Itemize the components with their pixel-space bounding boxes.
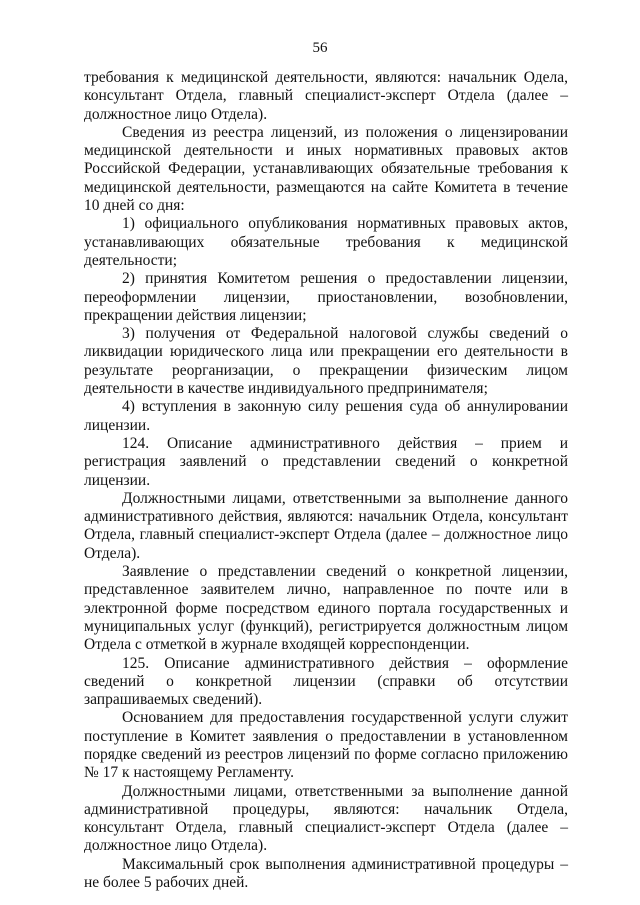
paragraph-responsible-124: Должностными лицами, ответственными за выполнение данного административного действия, являются: начальник Отдела, консультант Отдела, главный специалист-эксперт Отдела (далее – должностное лицо Отдела).	[84, 489, 568, 562]
page-number: 56	[312, 40, 328, 56]
paragraph-responsible-125: Должностными лицами, ответственными за выполнение данной административной процедуры, являются: начальник Отдела, консультант Отдела, главный специалист-эксперт Отдела (далее – должностное лицо Отдела).	[84, 782, 568, 855]
paragraph-application: Заявление о представлении сведений о конкретной лицензии, представленное заявителем лично, направленное по почте или в электронной форме посредством единого портала государственных и муниципальных услуг (функций), регистрируется должностным лицом Отдела с отметкой в журнале входящей корреспонденции.	[84, 563, 568, 654]
paragraph-registry-info: Сведения из реестра лицензий, из положения о лицензировании медицинской деятельности и иных нормативных правовых актов Российской Федерации, устанавливающих обязательные требования к медицинской деятельности, размещаются на сайте Комитета в течение 10 дней со дня:	[84, 123, 568, 215]
paragraph-max-term: Максимальный срок выполнения административной процедуры – не более 5 рабочих дней.	[84, 855, 568, 892]
paragraph-continuation: требования к медицинской деятельности, являются: начальник Одела, консультант Отдела, главный специалист-эксперт Отдела (далее – должностное лицо Отдела).	[84, 69, 568, 123]
list-item-3: 3) получения от Федеральной налоговой службы сведений о ликвидации юридического лица или прекращении его деятельности в результате реорганизации, о прекращении физическим лицом деятельности в качестве индивидуального предпринимателя;	[84, 325, 568, 398]
paragraph-124: 124. Описание административного действия – прием и регистрация заявлений о представлении сведений о конкретной лицензии.	[84, 434, 568, 489]
list-item-1: 1) официального опубликования нормативных правовых актов, устанавливающих обязательные требования к медицинской деятельности;	[84, 215, 568, 269]
document-body	[84, 69, 568, 892]
list-item-4: 4) вступления в законную силу решения суда об аннулировании лицензии.	[84, 398, 568, 434]
paragraph-basis: Основанием для предоставления государственной услуги служит поступление в Комитет заявления о предоставлении в установленном порядке сведений из реестров лицензий по форме согласно приложению № 17 к настоящему Регламенту.	[84, 709, 568, 782]
paragraph-125: 125. Описание административного действия – оформление сведений о конкретной лицензии (справки об отсутствии запрашиваемых сведений).	[84, 654, 568, 709]
list-item-2: 2) принятия Комитетом решения о предоставлении лицензии, переоформлении лицензии, приостановлении, возобновлении, прекращении действия лицензии;	[84, 270, 568, 324]
